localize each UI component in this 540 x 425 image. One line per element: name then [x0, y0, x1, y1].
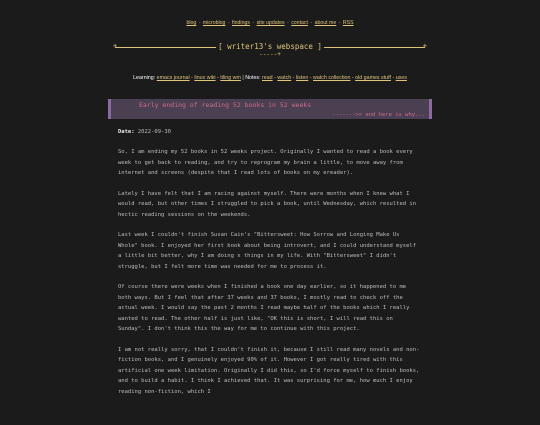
nav-separator: - — [338, 20, 341, 26]
banner-plus-right: + — [422, 42, 427, 50]
post-paragraph: I am not really sorry, that I couldn't finish it, because I still read many novels and non-fiction books, and I genuinely enjoyed 90% of it. However I got really tired with this artificial one week limitation. Originally I did this, so I'd force myself to finish books, and to build a habit. I think I achieved that. It was surprising for me, how much I enjoy reading non-fiction, which I — [118, 346, 420, 395]
nav-separator: - — [287, 20, 289, 26]
notes-link-old-games-stuff[interactable]: old games stuff — [355, 75, 391, 81]
learning-link-tiling-wm[interactable]: tiling wm — [220, 75, 241, 81]
post-tagline: ------->> and here is why... — [332, 111, 425, 118]
notes-link-uses[interactable]: uses — [395, 75, 407, 81]
nav-separator: - — [227, 20, 230, 26]
learning-link-linux-wiki[interactable]: linux wiki — [194, 75, 216, 81]
post-header — [108, 99, 432, 119]
nav-link-blog[interactable]: blog — [186, 20, 197, 26]
nav-separator: - — [252, 20, 255, 26]
site-title: [ writer13's webspace ] — [218, 42, 322, 51]
date-value: 2022-09-30 — [137, 128, 171, 135]
banner-plus-left: + — [113, 42, 118, 50]
notes-link-watch[interactable]: watch — [277, 75, 292, 81]
nav-link-microblog[interactable]: microblog — [202, 20, 226, 26]
notes-link-watch-collection[interactable]: watch collection — [313, 75, 351, 81]
learning-link-emacs-journal[interactable]: emacs journal — [156, 75, 190, 81]
post-content — [118, 127, 422, 398]
learning-label: Learning: — [133, 75, 156, 81]
site-banner — [115, 41, 425, 63]
post-title: Early ending of reading 52 books in 52 weeks — [139, 100, 312, 109]
notes-label: Notes: — [245, 75, 261, 81]
nav-link-site-updates[interactable]: site updates — [256, 20, 285, 26]
banner-dash: -----+ — [259, 51, 281, 58]
post-date — [118, 127, 422, 138]
nav-link-contact[interactable]: contact — [291, 20, 308, 26]
post-paragraph: Lately I have felt that I am racing against myself. There were months when I knew what I would read, but other times I struggled to pick a book, until Wednesday, which resulted in hectic reading sessions on the weekends. — [118, 190, 417, 218]
nav-separator: - — [310, 20, 313, 26]
post-paragraph: So, I am ending my 52 books in 52 weeks project. Originally I wanted to read a book every week to get back to reading, and try to reprogram my brain a little, to move away from internet and screens (despite that I read lots of books on my ereader). — [118, 149, 413, 176]
nav-link-findings[interactable]: findings — [232, 20, 250, 26]
date-label: Date: — [118, 128, 135, 135]
top-nav — [0, 20, 540, 26]
notes-link-listen[interactable]: listen — [295, 75, 309, 81]
nav-link-about-me[interactable]: about me — [314, 20, 337, 26]
nav-link-rss[interactable]: RSS — [342, 20, 354, 26]
nav-separator: - — [198, 20, 201, 26]
learning-nav: Learning: emacs journal - linux wiki - tiling wm | Notes: read - watch - listen - watch collection - old games stuff - uses — [133, 75, 407, 81]
notes-link-read[interactable]: read — [262, 75, 273, 81]
post-paragraph: Last week I couldn't finish Susan Cain's "Bittersweet: How Sorrow and Longing Make Us Whole" book. I enjoyed her first book about being introvert, and I could understand myself a little bit better, why I am doing x things in my life. With "Bittersweet" I didn't struggle, but I felt more time was needed for me to process it. — [118, 232, 417, 270]
post-paragraph: Of course there were weeks when I finished a book one day earlier, so it happened to me both ways. But I feel that after 37 weeks and 37 books, I mostly read to check off the actual week. I would say the past 2 months I read maybe half of the books which I really wanted to read. The other half is just like, "OK this is short, I will read this on Sunday". I don't think this the way for me to continue with this project. — [118, 284, 410, 332]
